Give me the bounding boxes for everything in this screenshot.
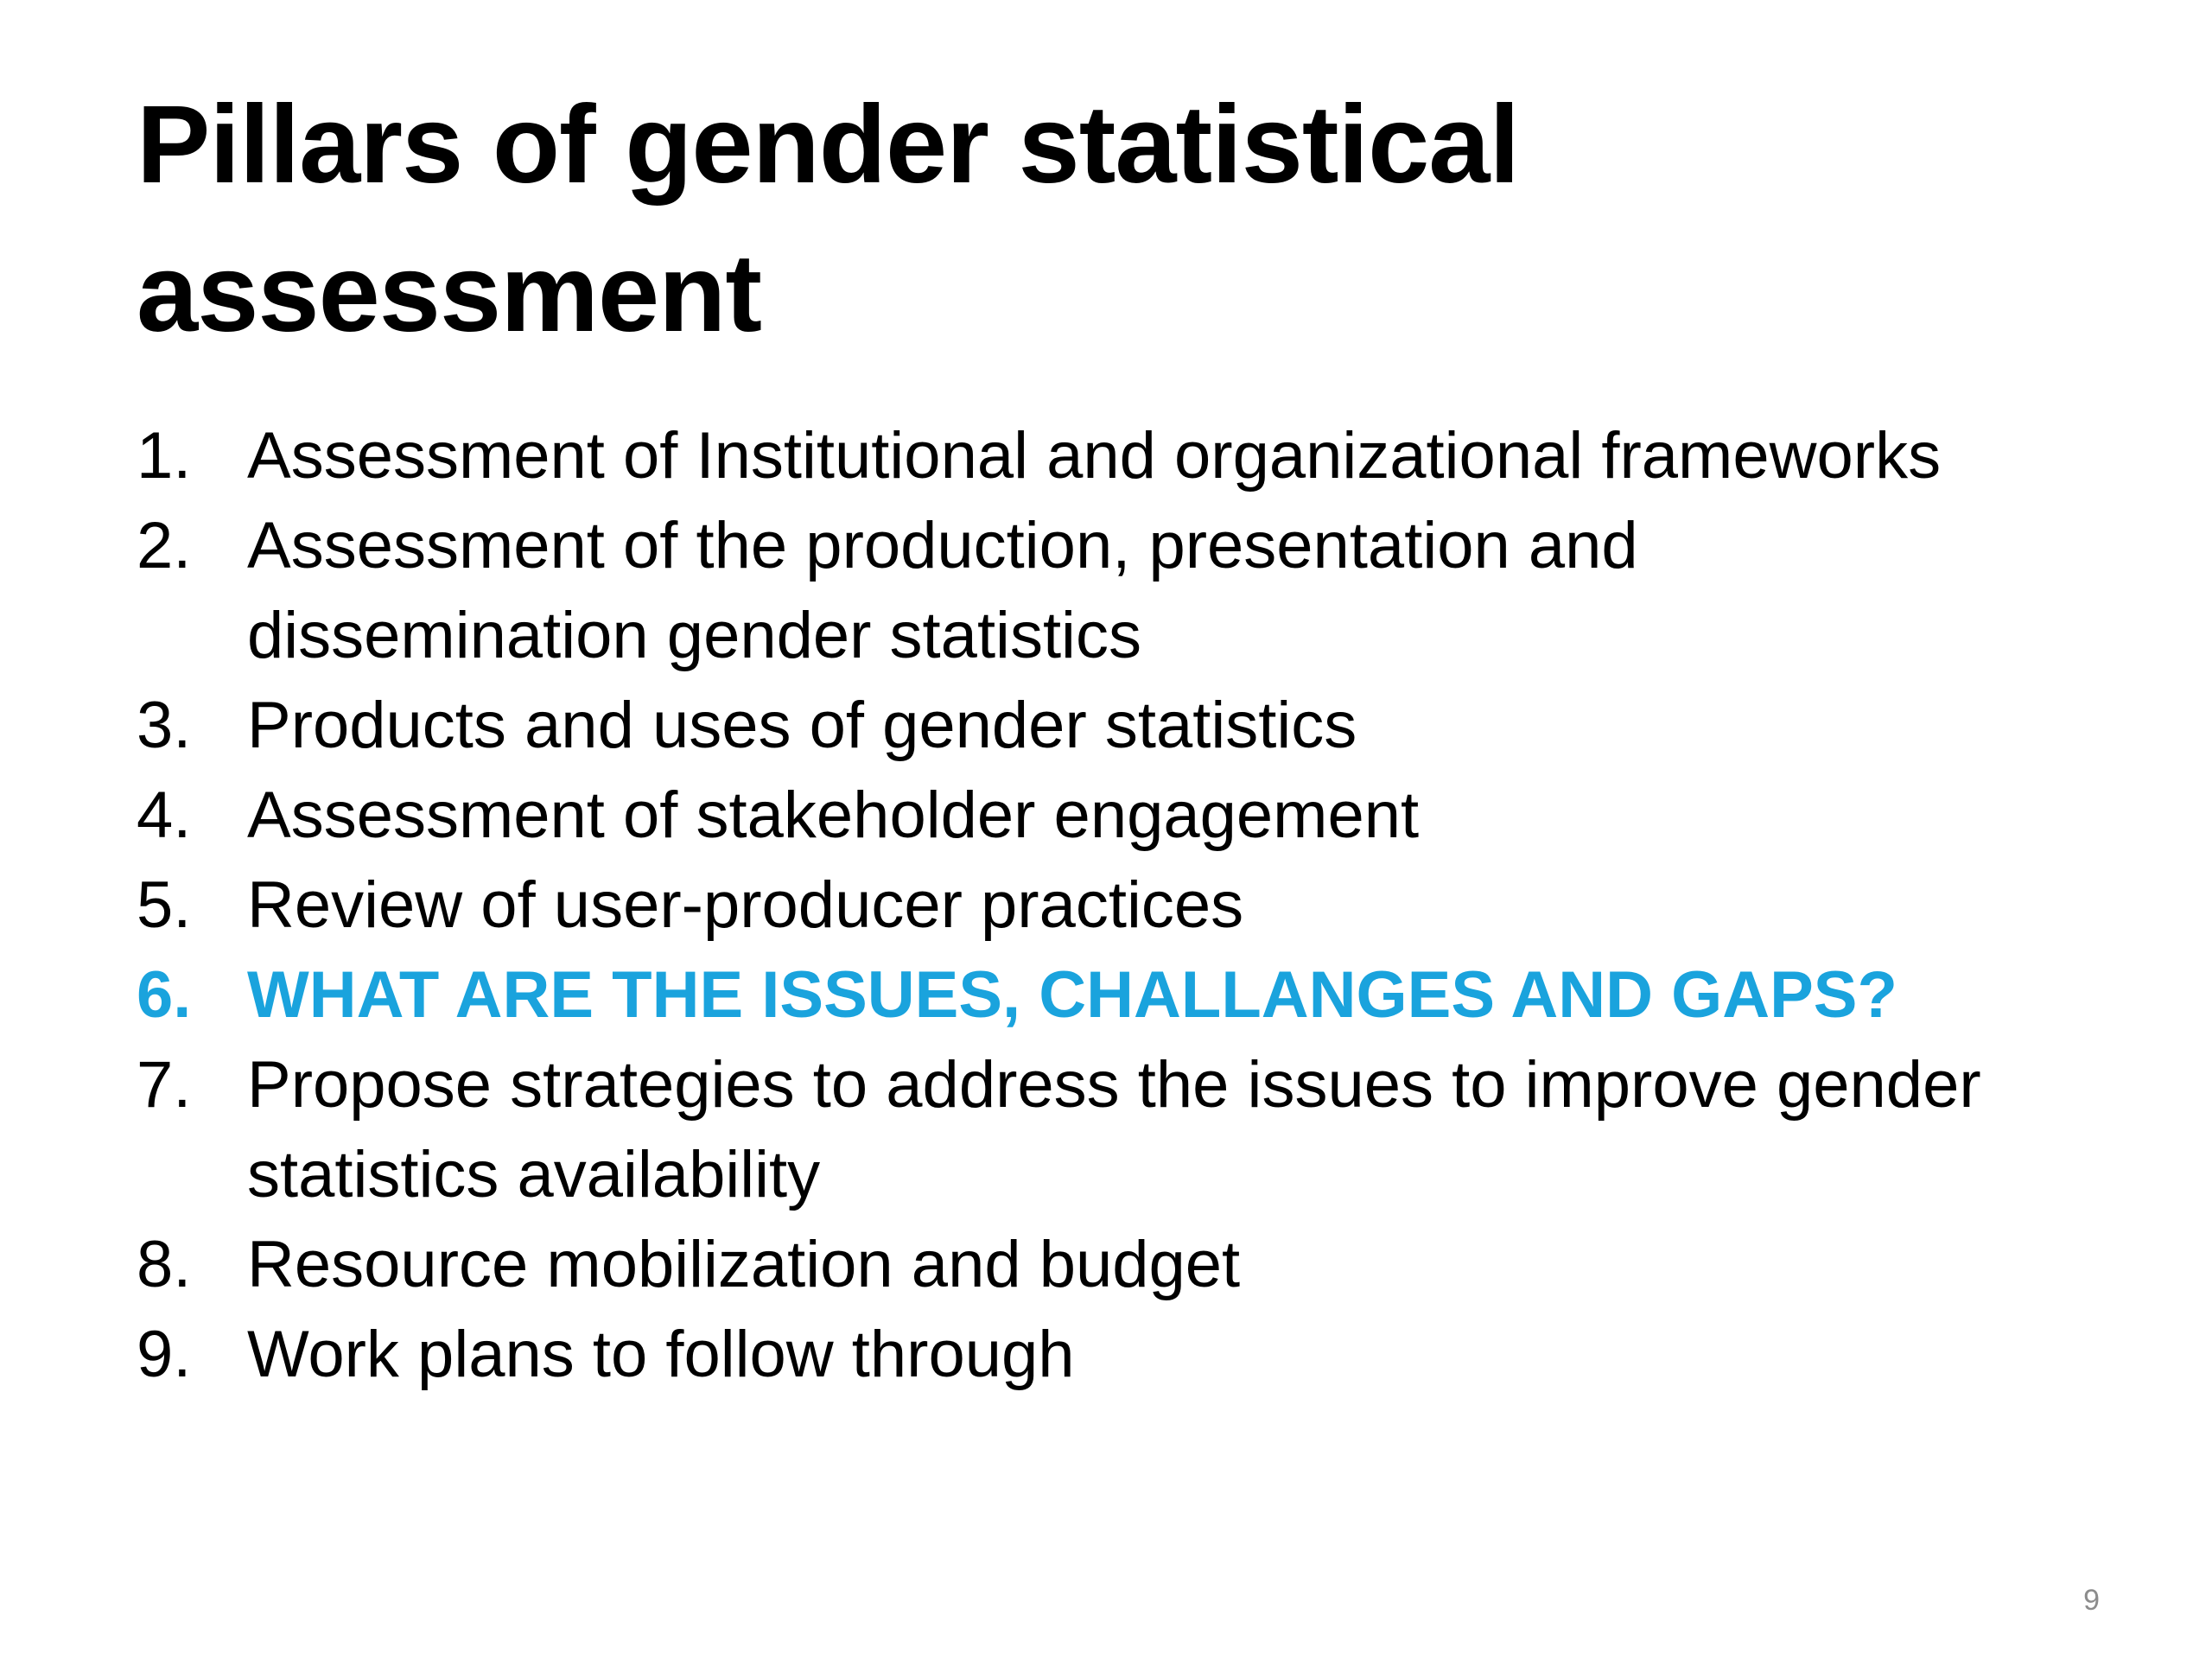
item-number: 3. <box>137 689 192 762</box>
item-number: 5. <box>137 868 192 942</box>
pillars-list <box>137 411 2124 1400</box>
item-number: 1. <box>137 419 192 493</box>
item-number: 7. <box>137 1048 192 1122</box>
list-item-9 <box>137 1310 2124 1400</box>
item-text <box>247 1310 2124 1400</box>
item-number: 4. <box>137 779 192 852</box>
item-text-line-1: Resource mobilization and budget <box>247 1228 1241 1301</box>
list-item-3 <box>137 681 2124 771</box>
slide-title-line-2: assessment <box>137 232 761 355</box>
item-number: 2. <box>137 509 192 582</box>
item-text <box>247 681 2124 771</box>
item-text-line-2: dissemination gender statistics <box>247 599 1141 672</box>
page-number: 9 <box>2083 1584 2100 1617</box>
slide-title-line-1: Pillars of gender statistical <box>137 83 1519 207</box>
item-text-line-1: Work plans to follow through <box>247 1318 1075 1391</box>
slide-title <box>137 71 1865 368</box>
item-text <box>247 1040 2124 1220</box>
list-item-6-highlighted <box>137 950 2124 1040</box>
item-text <box>247 501 2124 681</box>
item-text-line-1: WHAT ARE THE ISSUES, CHALLANGES AND GAPS? <box>247 958 1897 1032</box>
item-text <box>247 950 2124 1040</box>
item-text <box>247 861 2124 950</box>
item-number: 6. <box>137 958 192 1032</box>
list-item-2 <box>137 501 2124 681</box>
item-text <box>247 771 2124 861</box>
list-item-7 <box>137 1040 2124 1220</box>
list-item-4 <box>137 771 2124 861</box>
item-text <box>247 1220 2124 1310</box>
item-text-line-1: Review of user-producer practices <box>247 868 1244 942</box>
list-item-1 <box>137 411 2124 501</box>
item-text-line-1: Propose strategies to address the issues to improve gender <box>247 1048 1981 1122</box>
item-text-line-1: Products and uses of gender statistics <box>247 689 1357 762</box>
item-text-line-1: Assessment of the production, presentation and <box>247 509 1638 582</box>
list-item-8 <box>137 1220 2124 1310</box>
item-number: 8. <box>137 1228 192 1301</box>
item-text-line-2: statistics availability <box>247 1138 821 1211</box>
item-text-line-1: Assessment of Institutional and organizational frameworks <box>247 419 1942 493</box>
item-number: 9. <box>137 1318 192 1391</box>
item-text <box>247 411 2124 501</box>
item-text-line-1: Assessment of stakeholder engagement <box>247 779 1420 852</box>
list-item-5 <box>137 861 2124 950</box>
